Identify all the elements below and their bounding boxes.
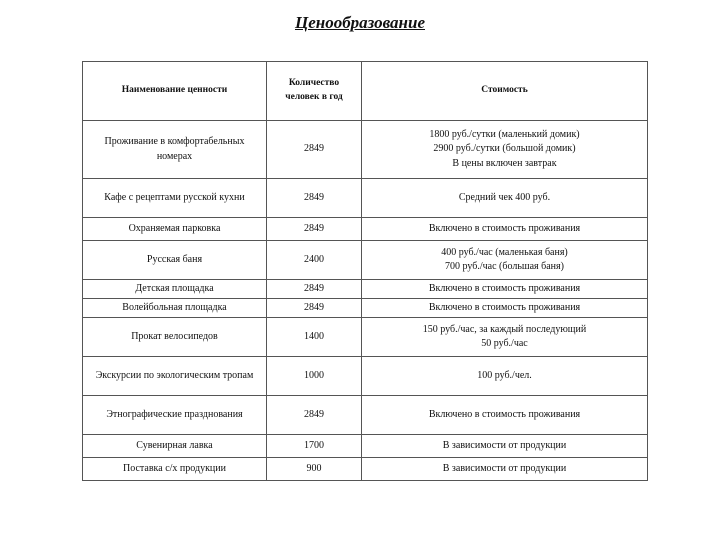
cell-name [83,299,267,318]
table-row [83,241,648,280]
cell-name [83,396,267,435]
cell-name-line: Проживание в комфортабельных [104,136,245,147]
cell-cost-line: Средний чек 400 руб. [458,191,551,203]
cell-cost [362,218,648,241]
cell-cost [362,280,648,299]
cell-count: 2849 [267,299,362,318]
cell-cost-line: Включено в стоимость проживания [428,408,581,420]
cell-cost [362,299,648,318]
cell-count: 900 [267,458,362,481]
cell-name [83,435,267,458]
cell-count: 2849 [267,280,362,299]
cell-count: 2400 [267,241,362,280]
cell-count: 2849 [267,121,362,179]
cell-name-line: Волейбольная площадка [122,301,227,313]
pricing-table [82,61,648,481]
table-row [83,299,648,318]
cell-cost-line: 50 руб./час [481,338,528,349]
cell-cost [362,357,648,396]
cell-cost-line: 1800 руб./сутки (маленький домик) [429,128,580,140]
header-count-line: Количество [288,78,340,89]
table-row [83,357,648,396]
table-row [83,121,648,179]
cell-cost [362,396,648,435]
header-count-line: человек в год [285,92,343,102]
cell-cost-line: 700 руб./час (большая баня) [445,261,564,272]
cell-name-line: Поставка с/х продукции [123,462,226,474]
cell-count: 1700 [267,435,362,458]
cell-name-line: Сувенирная лавка [136,439,213,451]
header-name: Наименование ценности [83,62,267,121]
cell-cost-line: 2900 руб./сутки (большой домик) [433,143,576,155]
cell-name-line: Детская площадка [135,282,214,294]
table-row [83,318,648,357]
cell-name-line: Охраняемая парковка [128,222,221,234]
cell-cost [362,241,648,280]
cell-name [83,121,267,179]
cell-cost [362,458,648,481]
cell-count: 1000 [267,357,362,396]
table-row [83,458,648,481]
cell-name-line: Этнографические празднования [106,408,243,420]
header-cost: Стоимость [362,62,648,121]
cell-cost [362,318,648,357]
table-row [83,280,648,299]
cell-name-line: Экскурсии по экологическим тропам [95,369,254,381]
cell-name-line: Кафе с рецептами русской кухни [104,191,245,203]
cell-cost-line: Включено в стоимость проживания [428,301,581,313]
table-row [83,435,648,458]
cell-cost [362,435,648,458]
cell-cost-line: 150 руб./час, за каждый последующий [422,323,587,335]
cell-name [83,218,267,241]
cell-name [83,280,267,299]
cell-name [83,179,267,218]
cell-name-line: номерах [156,150,193,162]
cell-count: 2849 [267,179,362,218]
cell-name-line: Прокат велосипедов [131,330,218,342]
cell-cost-line: Включено в стоимость проживания [428,282,581,294]
cell-cost [362,179,648,218]
cell-cost [362,121,648,179]
cell-name-line: Русская баня [146,253,203,265]
cell-cost-line: В зависимости от продукции [442,462,567,474]
cell-name [83,458,267,481]
cell-cost-line: В зависимости от продукции [442,439,567,451]
cell-name [83,357,267,396]
table-row [83,179,648,218]
table-row [83,396,648,435]
header-count [267,62,362,121]
cell-name [83,318,267,357]
cell-cost-line: В цены включен завтрак [452,157,557,169]
page-title: Ценообразование [294,13,425,32]
cell-cost-line: 100 руб./чел. [477,369,532,381]
cell-count: 2849 [267,218,362,241]
cell-name [83,241,267,280]
cell-count: 2849 [267,396,362,435]
table-row [83,218,648,241]
cell-cost-line: Включено в стоимость проживания [428,222,581,234]
table-header-row [83,62,648,121]
cell-count: 1400 [267,318,362,357]
cell-cost-line: 400 руб./час (маленькая баня) [441,246,568,258]
